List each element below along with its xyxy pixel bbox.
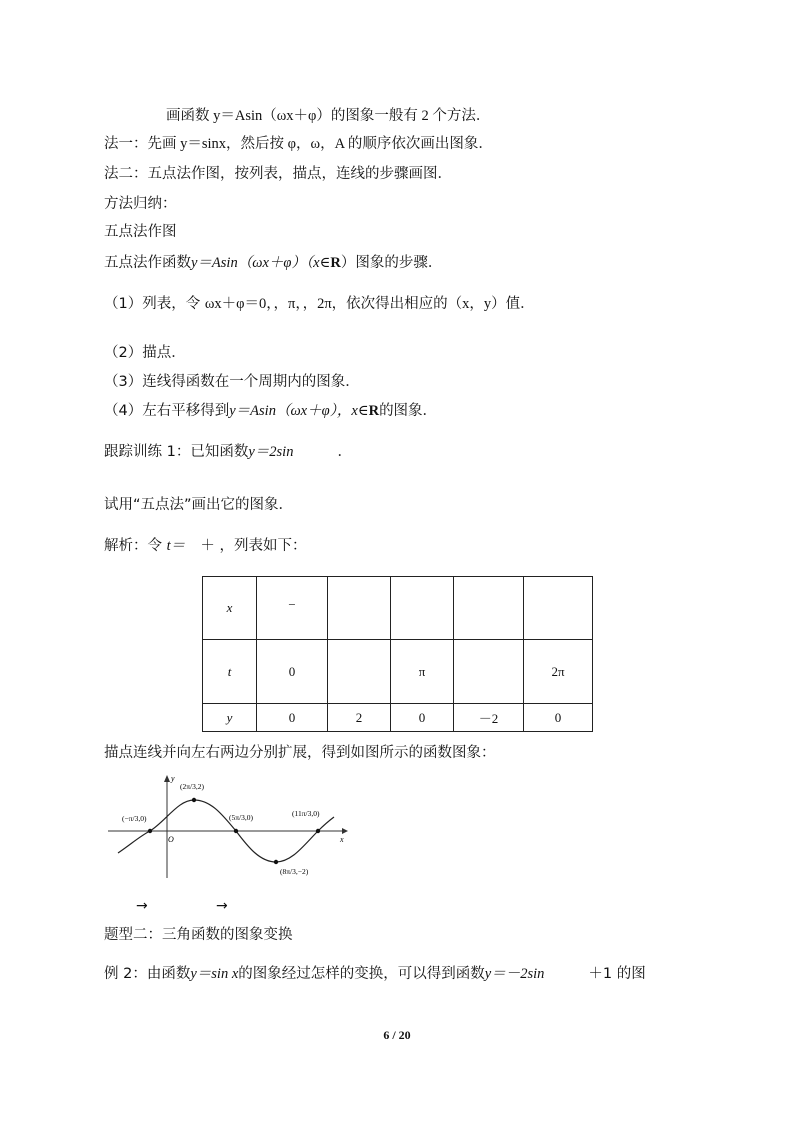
solution-plus: ＋ [200, 538, 215, 554]
label-max: (2π/3,2) [180, 782, 204, 791]
label-left-zero: (−π/3,0) [122, 814, 147, 823]
five-point-heading: 五点法作图 [104, 224, 177, 240]
example-2-formula-2: y＝－2sin [484, 966, 545, 982]
step-3: （3）连线得函数在一个周期内的图象． [104, 374, 360, 390]
point-mid-zero [234, 829, 238, 833]
y-axis-label: y [171, 774, 175, 783]
table-cell: 0 [524, 704, 593, 732]
steps-title-end: ）图象的步骤． [340, 255, 443, 271]
table-cell: π [391, 640, 454, 704]
table-cell: 2 [328, 704, 391, 732]
table-cell [454, 577, 524, 640]
table-cell: 0 [257, 704, 328, 732]
step-1-formula: ωx＋φ＝0，，π，，2π，依次得出相应的（x，y）值． [204, 296, 535, 312]
transform-arrow-2: → [216, 898, 228, 914]
example-2 [104, 964, 646, 984]
origin-label: O [168, 835, 174, 844]
solution-formula: t＝ [166, 538, 186, 554]
point-right-zero [316, 829, 320, 833]
table-cell: －2 [454, 704, 524, 732]
table-row [203, 640, 593, 704]
solution-line [104, 536, 306, 556]
point-min [274, 860, 278, 864]
page-number: 6 / 20 [383, 1028, 411, 1042]
x-axis-arrow [342, 828, 348, 834]
table-cell [391, 577, 454, 640]
intro-line: 画函数 y＝Asin（ωx＋φ）的图象一般有 2 个方法． [166, 108, 491, 124]
five-point-instruction: 试用“五点法”画出它的图象． [104, 497, 294, 513]
step-4-formula: y＝Asin（ωx＋φ），x∈ [229, 403, 369, 419]
table-row-label: t [203, 640, 257, 704]
step-4 [104, 401, 437, 421]
method-summary-heading: 方法归纳： [104, 196, 177, 212]
table-cell [328, 640, 391, 704]
transform-arrow-1: → [136, 898, 148, 914]
plot-description: 描点连线并向左右两边分别扩展，得到如图所示的函数图象： [104, 745, 496, 761]
step-1-text: （1）列表，令 [104, 296, 201, 312]
method-two-line: 法二：五点法作图，按列表，描点，连线的步骤画图． [104, 166, 452, 182]
table-cell: 2π [524, 640, 593, 704]
steps-title-real-set: R [330, 255, 341, 271]
table-cell: 0 [391, 704, 454, 732]
steps-title-text: 五点法作函数 [104, 255, 191, 271]
step-4-text: （4）左右平移得到 [104, 403, 230, 419]
table-cell: − [257, 577, 328, 640]
step-4-end: 的图象． [379, 403, 438, 419]
step-4-real-set: R [368, 403, 380, 419]
label-min: (8π/3,−2) [280, 867, 309, 876]
table-cell [328, 577, 391, 640]
example-2-middle: 的图象经过怎样的变换，可以得到函数 [238, 966, 485, 982]
five-point-table [202, 576, 593, 732]
table-row-label: y [203, 704, 257, 732]
steps-title [104, 253, 442, 273]
x-axis-label: x [340, 835, 344, 844]
steps-title-formula: y＝Asin（ωx＋φ）（x∈ [191, 255, 331, 271]
example-2-formula-1: y＝sin x [190, 966, 239, 982]
step-1 [104, 294, 535, 314]
point-left-zero [148, 829, 152, 833]
exercise-1-end: ． [337, 444, 352, 460]
step-2: （2）描点． [104, 345, 186, 361]
y-axis-arrow [164, 775, 170, 782]
table-cell [524, 577, 593, 640]
example-2-end: ＋1 的图 [588, 966, 646, 982]
solution-text-end: ，列表如下： [219, 538, 307, 554]
point-max [192, 798, 196, 802]
table-cell [454, 640, 524, 704]
exercise-1 [104, 442, 352, 462]
exercise-1-formula: y＝2sin [248, 444, 294, 460]
table-row-label: x [203, 577, 257, 640]
table-row [203, 704, 593, 732]
label-mid-zero: (5π/3,0) [229, 813, 253, 822]
exercise-1-text: 跟踪训练 1：已知函数 [104, 444, 249, 460]
label-right-zero: (11π/3,0) [292, 809, 320, 818]
method-one-line: 法一：先画 y＝sinx，然后按 φ，ω，A 的顺序依次画出图象． [104, 136, 493, 152]
type-two-heading: 题型二：三角函数的图象变换 [104, 927, 293, 943]
solution-text: 解析：令 [104, 538, 162, 554]
table-row [203, 577, 593, 640]
example-2-text: 例 2：由函数 [104, 966, 191, 982]
table-cell: 0 [257, 640, 328, 704]
sine-graph [104, 770, 356, 882]
